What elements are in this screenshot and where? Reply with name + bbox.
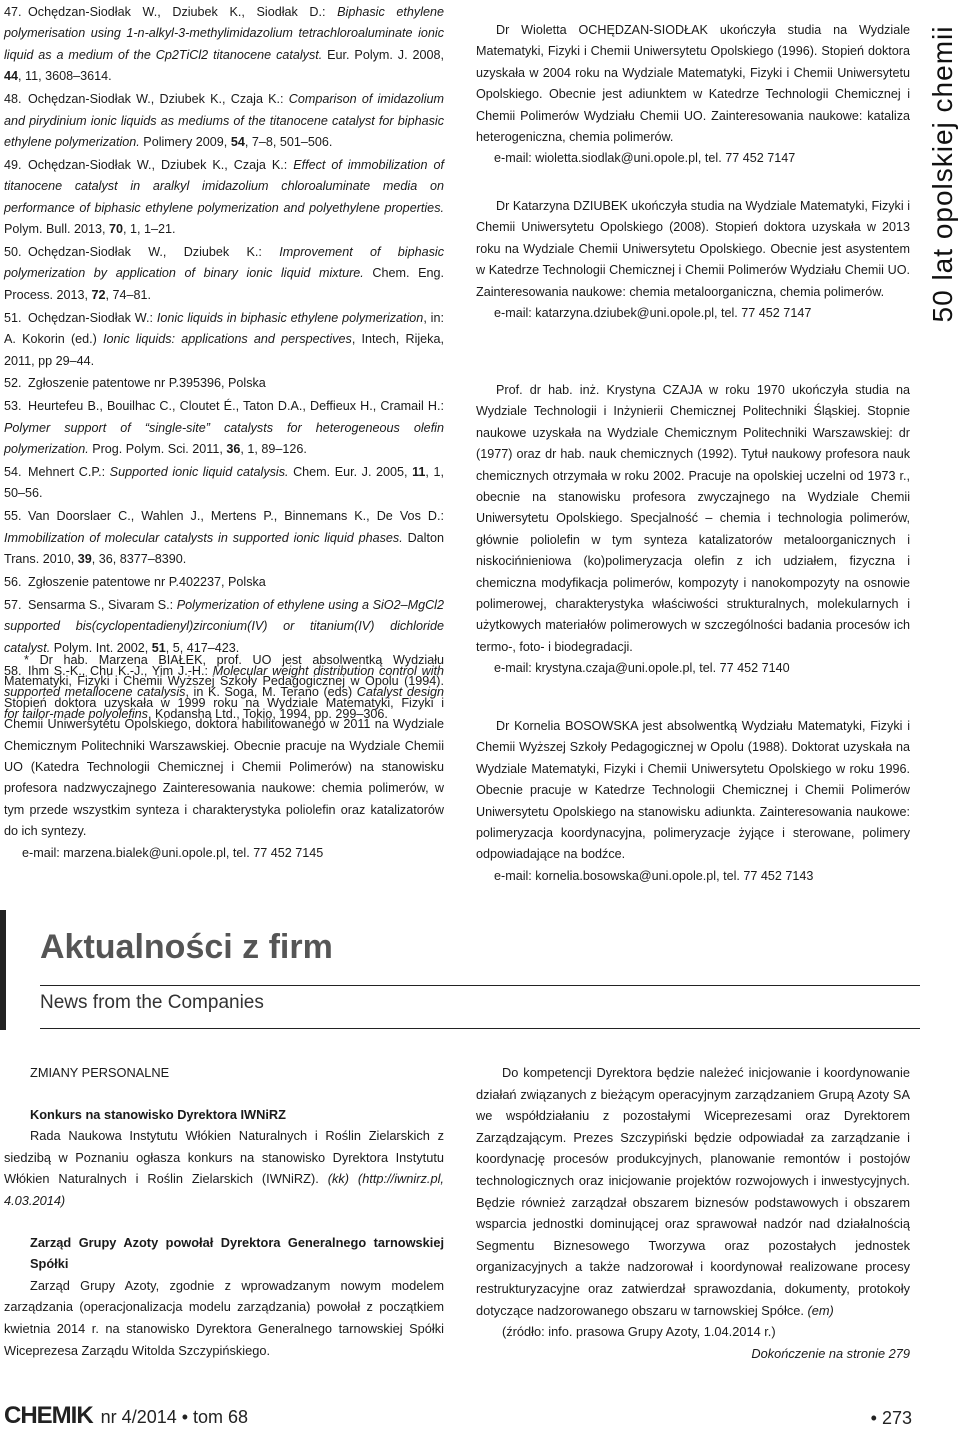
section-divider [40, 985, 920, 986]
reference-item: 49. Ochędzan-Siodłak W., Dziubek K., Czaja K.: Effect of immobilization of titanocene catalyst in aralkyl imidazolium chloroaluminate media on performance of biphasic ethylene polymerization and polyethylene properties. Polym. Bull. 2013, 70, 1, 1–21. [4, 155, 444, 241]
author-bio-ochedzan [476, 20, 910, 170]
bio-text: Dr Wioletta OCHĘDZAN-SIODŁAK ukończyła studia na Wydziale Matematyki, Fizyki i Chemii Uniwersytetu Opolskiego (1996). Stopień doktora uzyskała w 2004 roku na Wydziale Matematyki, Fizyki i Chemii Uniwersytetu Opolskiego. Obecnie jest adiunktem w Katedrze Technologii Chemicznej i Chemii Polimerów Wydziału Chemii UO. Zainteresowania naukowe: kataliza heterogeniczna, chemia polimerów. [476, 23, 910, 145]
bio-text: Dr Katarzyna DZIUBEK ukończyła studia na Wydziale Matematyki, Fizyki i Chemii Uniwersytetu Opolskiego (2008). Stopień doktora uzyskała w 2013 roku na Wydziale Chemii Uniwersytetu Opolskiego. Obecnie jest asystentem w Katedrze Technologii Chemicznej i Chemii Polimerów Wydziału Chemii UO. Zainteresowania naukowe: chemia metaloorganiczna, chemia polimerów. [476, 199, 910, 299]
reference-item: 54. Mehnert C.P.: Supported ionic liquid catalysis. Chem. Eur. J. 2005, 11, 1, 50–56. [4, 462, 444, 505]
reference-item: 47. Ochędzan-Siodłak W., Dziubek K., Siodłak D.: Biphasic ethylene polymerisation using 1-n-alkyl-3-methylimidazolium tetrachloroaluminate ionic liquid as a medium of the Cp2TiCl2 titanocene catalyst. Eur. Polym. J. 2008, 44, 11, 3608–3614. [4, 2, 444, 88]
bio-email: e-mail: marzena.bialek@uni.opole.pl, tel. 77 452 7145 [22, 845, 324, 860]
reference-number: 49. [4, 157, 22, 172]
reference-item: 48. Ochędzan-Siodłak W., Dziubek K., Czaja K.: Comparison of imidazolium and pirydinium ionic liquids as mediums of the titanocene catalyst for biphasic ethylene polymerization. Polimery 2009, 54, 7–8, 501–506. [4, 89, 444, 153]
reference-item: 56. Zgłoszenie patentowe nr P.402237, Polska [4, 572, 444, 593]
page-number: • 273 [870, 1408, 912, 1428]
section-bar [0, 910, 6, 1030]
bio-email: e-mail: kornelia.bosowska@uni.opole.pl, tel. 77 452 7143 [494, 868, 814, 883]
issue-info: nr 4/2014 • tom 68 [100, 1407, 249, 1427]
reference-item: 52. Zgłoszenie patentowe nr P.395396, Polska [4, 373, 444, 394]
reference-item: 58. Ihm S.-K., Chu K.-J., Yim J.-H.: Molecular weight distribution control with supported metallocene catalysis, in K. Soga, M. Terano (eds) Catalyst design for tailor-made polyolefins, Kodansha Ltd., Tokio, 1994, pp. 299–306. [4, 661, 444, 725]
author-bio-bosowska [476, 716, 910, 887]
reference-number: 51. [4, 310, 22, 325]
reference-item: 51. Ochędzan-Siodłak W.: Ionic liquids in biphasic ethylene polymerization, in: A. Kokorin (ed.) Ionic liquids: applications and perspectives, Intech, Rijeka, 2011, pp 29–44. [4, 308, 444, 372]
reference-number: 58. [4, 663, 22, 678]
reference-number: 47. [4, 5, 22, 19]
bio-email: e-mail: wioletta.siodlak@uni.opole.pl, tel. 77 452 7147 [494, 151, 796, 166]
news-paragraph: Zarząd Grupy Azoty, zgodnie z wprowadzanym nowym modelem zarządzania (operacjonalizacja modelu zarządzania) powołał z początkiem kwietnia 2014 r. na stanowisko Dyrektora Generalnego tarnowskiej Spółki Wiceprezesa Zarządu Witolda Szczypińskiego. [4, 1277, 444, 1358]
reference-number: 55. [4, 509, 22, 524]
news-paragraph: Rada Naukowa Instytutu Włókien Naturalnych i Roślin Zielarskich z siedzibą w Poznaniu ogłasza konkurs na stanowisko Dyrektora Instytutu Włókien Naturalnych i Roślin Zielarskich (IWNiRZ). (kk) (http://iwnirz.pl, 4.03.2014) [4, 1128, 444, 1208]
section-divider [40, 1028, 920, 1029]
reference-number: 53. [4, 399, 22, 414]
author-bio-bialek [4, 650, 444, 864]
bio-email: e-mail: krystyna.czaja@uni.opole.pl, tel. 77 452 7140 [494, 661, 790, 676]
reference-item: 55. Van Doorslaer C., Wahlen J., Mertens P., Binnemans K., De Vos D.: Immobilization of molecular catalysts in supported ionic liquid phases. Dalton Trans. 2010, 39, 36, 8377–8390. [4, 506, 444, 570]
reference-number: 52. [4, 376, 22, 391]
footer [4, 1402, 248, 1430]
reference-item: 57. Sensarma S., Sivaram S.: Polymerization of ethylene using a SiO2–MgCl2 supported bis(cyclopentadienyl)zirconium(IV) or titanium(IV) dichloride catalyst. Polym. Int. 2002, 51, 5, 417–423. [4, 595, 444, 659]
bio-text: Dr Kornelia BOSOWSKA jest absolwentką Wydziału Matematyki, Fizyki i Chemii Wyższej Szkoły Pedagogicznej w Opolu (1988). Doktorat uzyskała na Wydziale Matematyki, Fizyki i Chemii Uniwersytetu Opolskiego w roku 1996. Obecnie pracuje w Katedrze Technologii Chemicznej i Chemii Polimerów Uniwersytetu Opolskiego na stanowisku adiunkta. Zainteresowania naukowe: polimeryzacja koordynacyjna, polimeryzacje żyjące i sterowane, polimery odpowiadające na bodźce. [476, 719, 910, 862]
news-category: ZMIANY PERSONALNE [30, 1065, 170, 1080]
section-title: Aktualności z firm [40, 928, 333, 966]
bio-email: e-mail: katarzyna.dziubek@uni.opole.pl, tel. 77 452 7147 [494, 306, 812, 321]
author-bio-czaja [476, 380, 910, 680]
reference-number: 56. [4, 575, 22, 590]
reference-number: 57. [4, 597, 22, 612]
news-source: (źródło: info. prasowa Grupy Azoty, 1.04.2014 r.) [502, 1324, 776, 1340]
reference-number: 50. [4, 244, 22, 259]
section-subtitle: News from the Companies [40, 992, 264, 1013]
news-headline: Konkurs na stanowisko Dyrektora IWNiRZ [30, 1106, 286, 1122]
news-right [476, 1062, 910, 1364]
reference-number: 54. [4, 465, 22, 480]
reference-number: 48. [4, 92, 22, 107]
news-paragraph: Do kompetencji Dyrektora będzie należeć inicjowanie i koordynowanie działań związanych z bieżącym operacyjnym zarządzaniem Grupą Azoty SA we współdziałaniu z pozostałymi Wiceprezesami oraz Dyrektorem Zarządzającym. Prezes Szczypiński będzie odpowiadał za zarządzanie i koordynację procesów produkcyjnych, planowanie remontów i postojów technologicznych oraz inicjowanie projektów rozwojowych i inwestycyjnych. Będzie również zarządzał obszarem biznesów podstawowych i obszarem wsparcia jednostki dominującej oraz sprawował nadzór nad działalnością Segmentu Biznesowego Tworzywa oraz pozostałych jednostek organizacyjnych a także nadzorował i koordynował realizowane procesy restrukturyzacyjne oraz zatwierdzał sprawozdania, dokumenty, protokoły dotyczące nadzorowanego obszaru w tarnowskiej Spółce. (em) [476, 1065, 910, 1318]
author-bio-dziubek [476, 196, 910, 324]
reference-item: 53. Heurtefeu B., Bouilhac C., Cloutet É., Taton D.A., Deffieux H., Cramail H.: Polymer support of “single-site” catalysts for heterogeneous olefin polymerization. Prog. Polym. Sci. 2011, 36, 1, 89–126. [4, 396, 444, 460]
side-label: 50 lat opolskiej chemii [927, 25, 958, 323]
continued-note: Dokończenie na stronie 279 [751, 1345, 910, 1361]
bio-text: * Dr hab. Marzena BIAŁEK, prof. UO jest absolwentką Wydziału Matematyki, Fizyki i Chemii Wyższej Szkoły Pedagogicznej w Opolu (1994). Stopień doktora uzyskała w 1999 roku na Wydziale Matematyki, Fizyki i Chemii Uniwersytetu Opolskiego, doktora habilitowanego w 2011 na Wydziale Chemicznym Politechniki Warszawskiej. Obecnie pracuje na Wydziale Chemii UO (Katedra Technologii Chemicznej i Chemii Polimerów) na stanowisku profesora nadzwyczajnego Zainteresowania naukowe: chemia polimerów, w tym przede wszystkim synteza i charakterystyka poliolefin oraz katalizatorów do ich syntezy. [4, 653, 444, 839]
news-headline: Zarząd Grupy Azoty powołał Dyrektora Generalnego tarnowskiej Spółki [30, 1234, 444, 1272]
reference-list [4, 2, 444, 726]
bio-text: Prof. dr hab. inż. Krystyna CZAJA w roku 1970 ukończyła studia na Wydziale Technologii i Inżynierii Chemicznej Politechniki Śląskiej. Stopnie naukowe uzyskała na Wydziale Chemicznym Politechniki Warszawskiej: dr (1977) oraz dr hab. nauk chemicznych (1992). Tytuł naukowy profesora nauk chemicznych otrzymała w roku 2002. Pracuje na opolskiej uczelni od 1973 r., obecnie na stanowisku profesora zwyczajnego na Wydziale Chemii Uniwersytetu Opolskiego. Specjalność – chemia i technologia polimerów, głównie poliolefin w tym synteza katalizatorów metaloorganicznych i niskocińnieniowa (ko)polimeryzacja olefin z ich udziałem, fizyczna i chemiczna modyfikacja polimerów, kompozyty i nanokompozyty na osnowie polimerowej, charakterystyka właściwości strukturalnych, molekularnych i użytkowych materiałów polimerowych w szczególności badania procesów ich termo-, foto- i biodegradacji. [476, 383, 910, 654]
journal-logo: CHEMIK [4, 1402, 93, 1429]
reference-item: 50. Ochędzan-Siodłak W., Dziubek K.: Improvement of biphasic polymerization by application of binary ionic liquid mixture. Chem. Eng. Process. 2013, 72, 74–81. [4, 242, 444, 306]
news-left [4, 1062, 444, 1361]
